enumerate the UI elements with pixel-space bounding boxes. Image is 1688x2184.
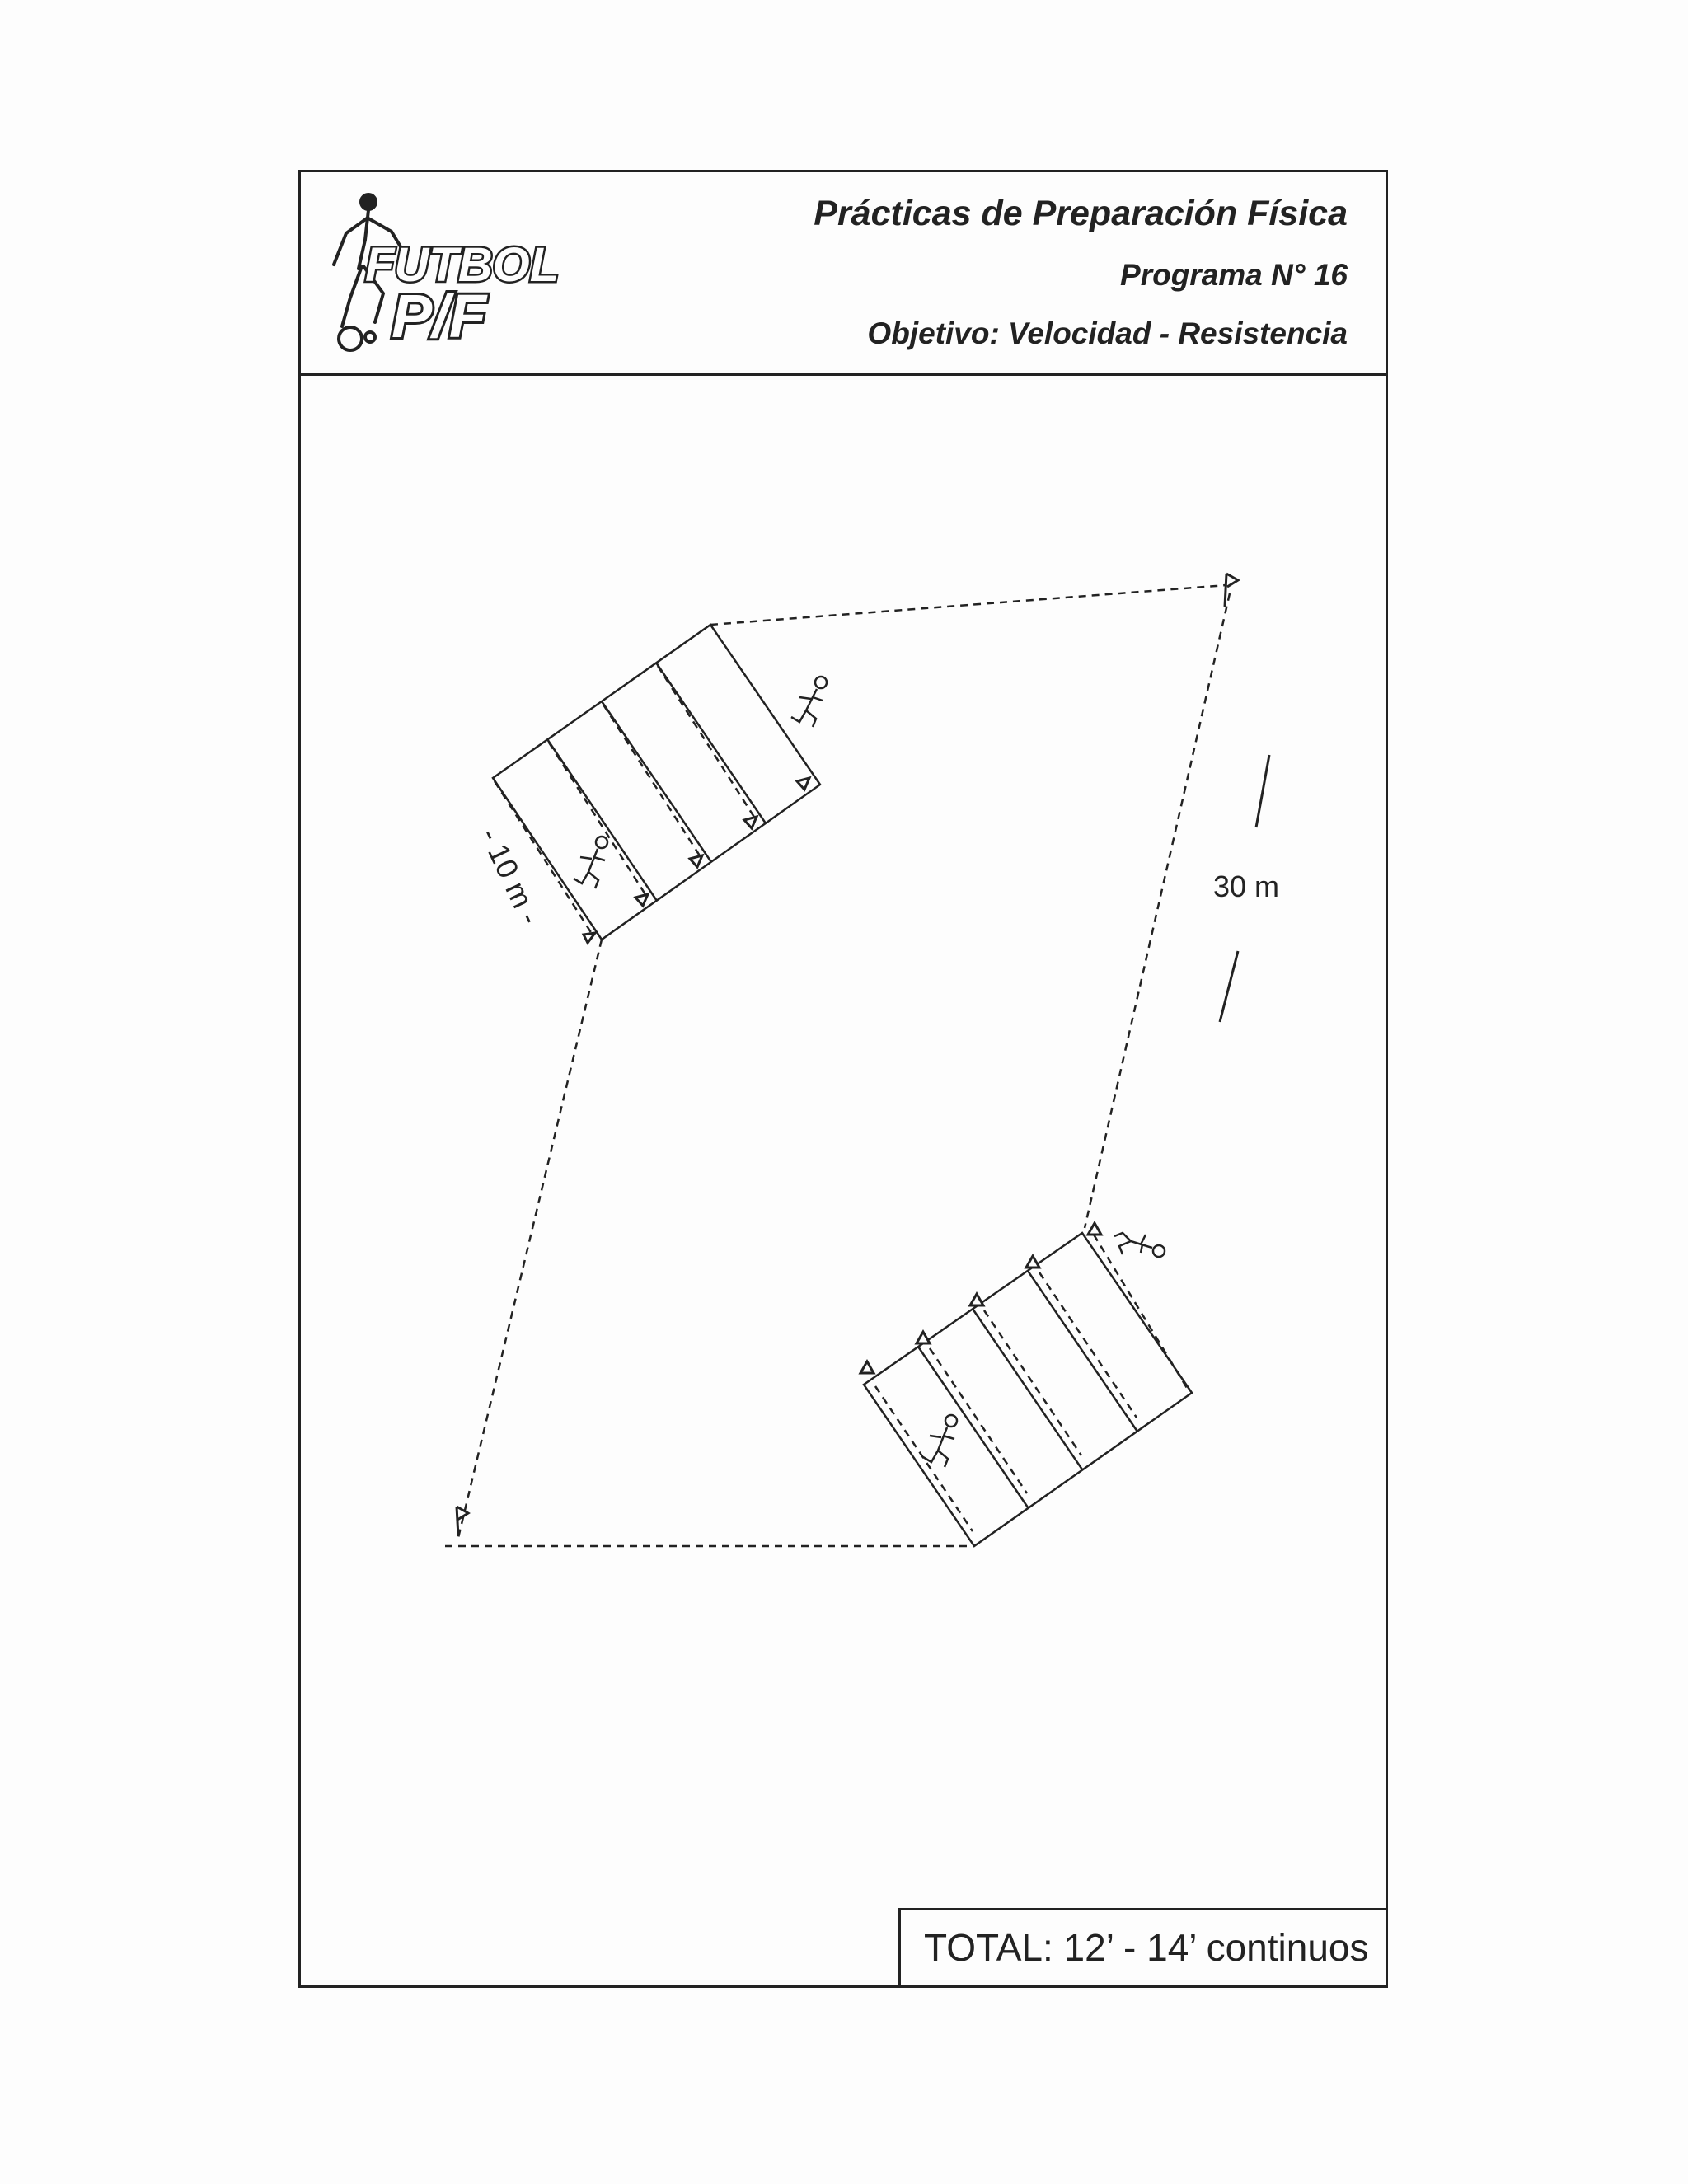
svg-text:P/F: P/F [392,282,487,350]
path-left [457,940,602,1541]
sheet-title: Prácticas de Preparación Física [814,194,1348,233]
runner-lower-right [1114,1233,1165,1257]
path-right [1085,593,1230,1228]
label-30m: 30 m [1213,869,1280,903]
total-duration: TOTAL: 12’ - 14’ continuos [924,1926,1369,1969]
path-top [710,585,1226,625]
svg-text:FUTBOL: FUTBOL [365,238,560,292]
upper-ladder [493,625,820,940]
runner-upper-right [791,677,827,727]
flag-top-right [1225,574,1238,607]
upper-cones [584,778,809,943]
program-number: Programa N° 16 [1120,258,1348,292]
lower-ladder [864,1233,1192,1546]
runner-lower-left [923,1415,957,1467]
label-10m: - 10 m - [473,823,548,930]
objective: Objetivo: Velocidad - Resistencia [867,316,1348,350]
runner-upper-left [574,837,607,888]
